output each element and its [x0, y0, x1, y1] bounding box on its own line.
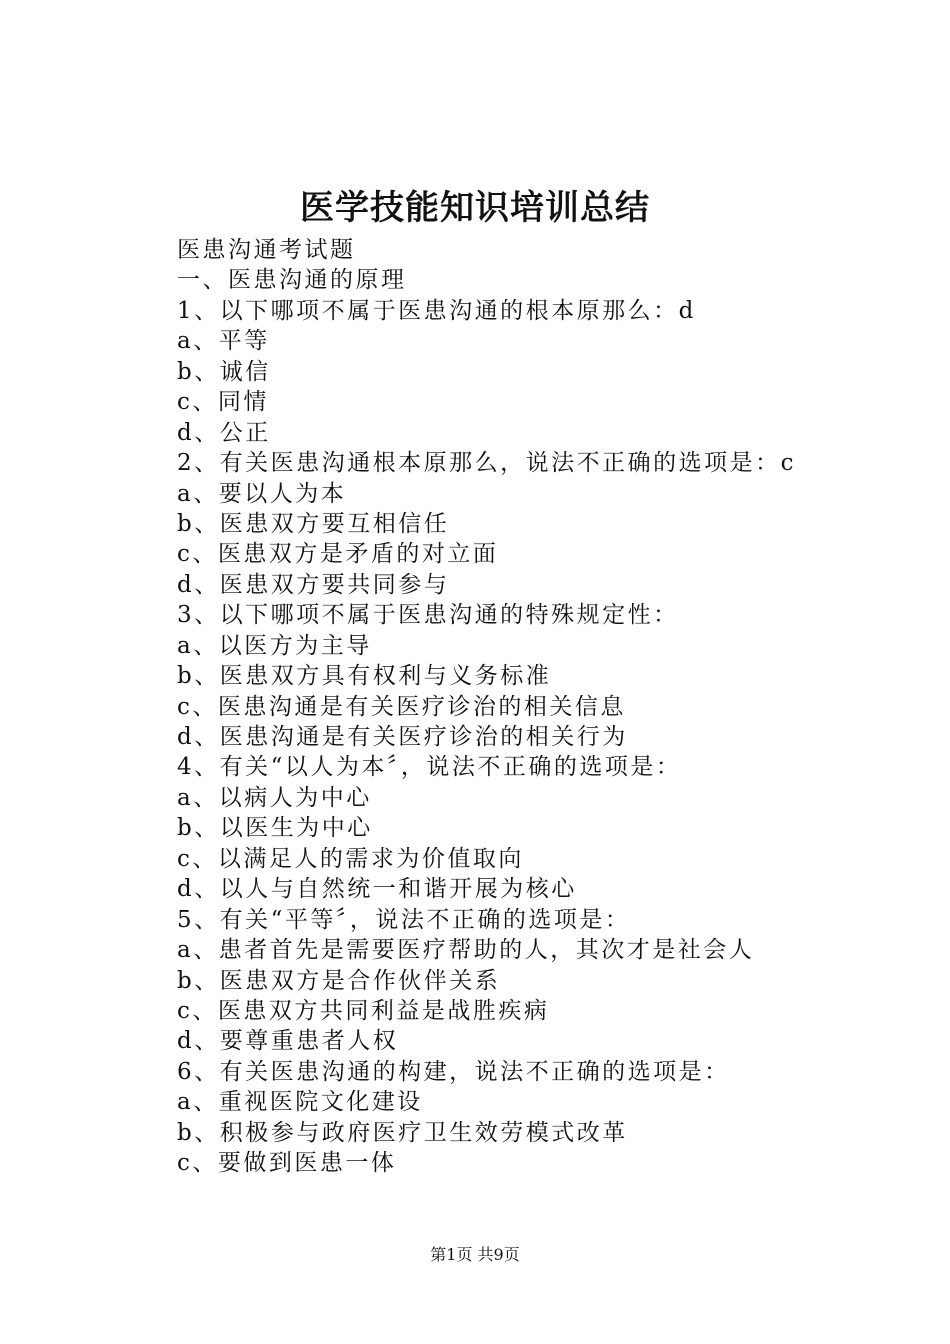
text-line: c、要做到医患一体: [177, 1150, 397, 1177]
text-line: a、要以人为本: [177, 480, 347, 507]
text-line: c、医患沟通是有关医疗诊治的相关信息: [177, 693, 626, 720]
text-line: 2、有关医患沟通根本原那么，说法不正确的选项是：c: [177, 450, 797, 477]
document-body: [177, 235, 917, 1179]
text-line: b、诚信: [177, 358, 271, 385]
text-line: b、医患双方要互相信任: [177, 510, 450, 537]
text-line: c、医患双方是矛盾的对立面: [177, 541, 499, 568]
text-line: d、医患双方要共同参与: [177, 571, 450, 598]
text-line: 1、以下哪项不属于医患沟通的根本原那么：d: [177, 297, 696, 324]
text-line: d、以人与自然统一和谐开展为核心: [177, 876, 577, 903]
text-line: c、同情: [177, 389, 269, 416]
text-line: 6、有关医患沟通的构建，说法不正确的选项是：: [177, 1058, 730, 1085]
text-line: b、医患双方具有权利与义务标准: [177, 663, 552, 690]
text-line: 医患沟通考试题: [177, 237, 356, 263]
text-line: a、以病人为中心: [177, 784, 372, 811]
text-line: a、重视医院文化建设: [177, 1089, 423, 1116]
text-line: b、医患双方是合作伙伴关系: [177, 967, 501, 994]
text-line: 3、以下哪项不属于医患沟通的特殊规定性：: [177, 602, 679, 629]
text-line: d、要尊重患者人权: [177, 1028, 399, 1055]
text-line: a、平等: [177, 328, 270, 355]
text-line: b、积极参与政府医疗卫生效劳模式改革: [177, 1119, 628, 1146]
text-line: a、患者首先是需要医疗帮助的人，其次才是社会人: [177, 937, 755, 964]
text-line: b、以医生为中心: [177, 815, 373, 842]
text-line: d、医患沟通是有关医疗诊治的相关行为: [177, 724, 628, 750]
text-line: 5、有关“平等〞，说法不正确的选项是：: [177, 906, 631, 933]
text-line: d、公正: [177, 419, 271, 446]
document-title: 医学技能知识培训总结: [300, 188, 650, 228]
text-line: c、以满足人的需求为价值取向: [177, 845, 524, 872]
text-line: c、医患双方共同利益是战胜疾病: [177, 997, 550, 1024]
text-line: 一、医患沟通的原理: [177, 267, 407, 294]
text-line: a、以医方为主导: [177, 632, 372, 659]
text-line: 4、有关“以人为本〞，说法不正确的选项是：: [177, 754, 682, 781]
page-footer: 第1页 共9页: [430, 1245, 520, 1264]
